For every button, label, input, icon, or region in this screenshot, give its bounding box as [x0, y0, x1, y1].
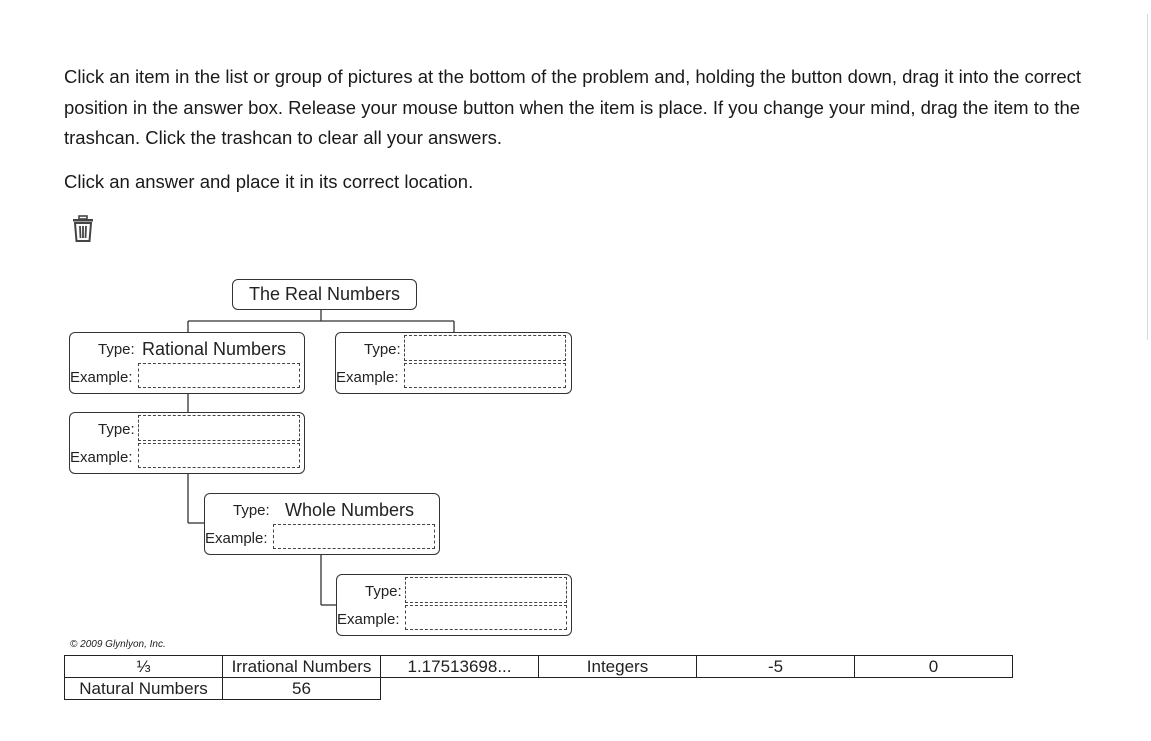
- instructions-text: Click an item in the list or group of pictures at the bottom of the problem and, holding the button down, drag it into the correct position in the answer box. Release your mouse button when the item is place. If you change your mind, drag the item to the trashcan. Click the trashcan to clear all your answers.: [64, 66, 1082, 148]
- answer-bank-row-2: [64, 677, 1012, 699]
- answer-tile-one-third[interactable]: ⅓: [64, 655, 223, 678]
- example-label: Example:: [336, 369, 399, 386]
- irrational-type-drop-slot[interactable]: [404, 335, 566, 361]
- type-label: Type:: [364, 341, 401, 358]
- real-numbers-diagram: [64, 270, 584, 655]
- type-label: Type:: [365, 583, 402, 600]
- integers-node: [69, 412, 305, 474]
- irrational-example-drop-slot[interactable]: [404, 363, 566, 388]
- whole-example-drop-slot[interactable]: [273, 524, 435, 549]
- rational-example-drop-slot[interactable]: [138, 363, 300, 388]
- answer-bank: [64, 655, 1012, 699]
- integers-example-drop-slot[interactable]: [138, 443, 300, 468]
- natural-example-drop-slot[interactable]: [405, 605, 567, 630]
- answer-tile-natural-numbers[interactable]: Natural Numbers: [64, 677, 223, 700]
- answer-tile-decimal[interactable]: 1.17513698...: [380, 655, 539, 678]
- natural-type-drop-slot[interactable]: [405, 577, 567, 603]
- rational-numbers-type-value: Rational Numbers: [142, 339, 287, 359]
- example-label: Example:: [70, 369, 133, 386]
- answer-tile-negative-five[interactable]: -5: [696, 655, 855, 678]
- scrollbar-edge: [1147, 14, 1148, 340]
- answer-tile-integers[interactable]: Integers: [538, 655, 697, 678]
- answer-tile-irrational-numbers[interactable]: Irrational Numbers: [222, 655, 381, 678]
- answer-bank-row-1: [64, 655, 1012, 677]
- type-label: Type:: [98, 341, 135, 358]
- example-label: Example:: [205, 530, 268, 547]
- whole-numbers-node: [204, 493, 440, 555]
- whole-numbers-type-value: Whole Numbers: [285, 500, 415, 520]
- trash-button[interactable]: [70, 214, 96, 244]
- rational-numbers-node: [69, 332, 305, 394]
- trash-icon: [70, 214, 96, 244]
- example-label: Example:: [337, 611, 400, 628]
- irrational-numbers-node: [335, 332, 572, 394]
- answer-tile-fifty-six[interactable]: 56: [222, 677, 381, 700]
- natural-numbers-node: [336, 574, 572, 636]
- copyright-text: © 2009 Glynlyon, Inc.: [70, 639, 166, 650]
- answer-tile-zero[interactable]: 0: [854, 655, 1013, 678]
- integers-type-drop-slot[interactable]: [138, 415, 300, 441]
- type-label: Type:: [98, 421, 135, 438]
- root-node-real-numbers: The Real Numbers: [232, 279, 417, 310]
- type-label: Type:: [233, 502, 270, 519]
- sub-instruction-text: Click an answer and place it in its correct location.: [64, 171, 474, 192]
- example-label: Example:: [70, 449, 133, 466]
